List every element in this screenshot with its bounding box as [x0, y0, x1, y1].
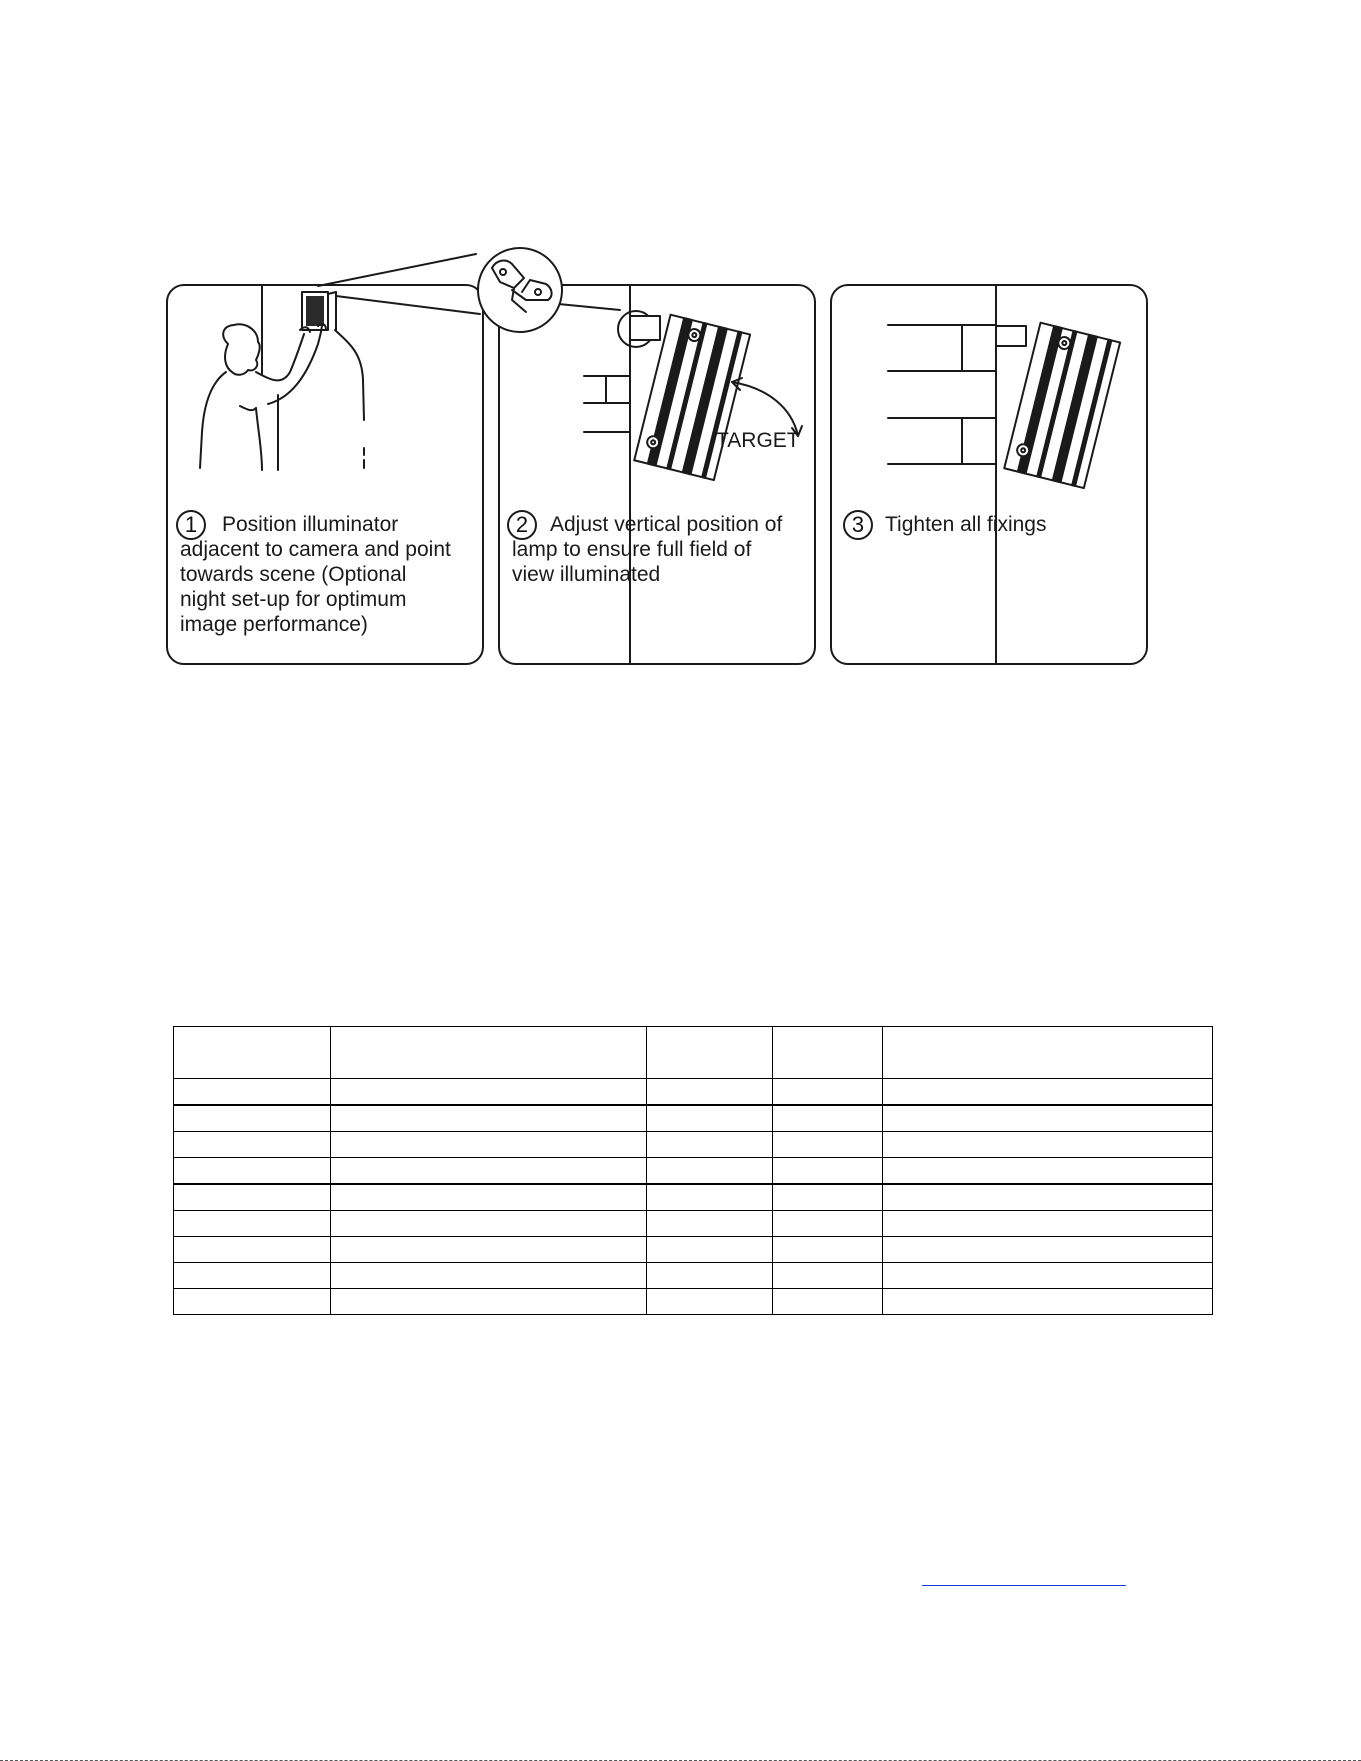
- table-cell: [174, 1027, 331, 1079]
- table-cell: [647, 1184, 773, 1211]
- table-cell: [647, 1237, 773, 1263]
- table-cell: [174, 1158, 331, 1185]
- table-cell: [174, 1132, 331, 1158]
- table-cell: [773, 1079, 883, 1106]
- person-installing-icon: [200, 285, 364, 470]
- table-cell: [883, 1211, 1213, 1237]
- target-label: TARGET: [716, 429, 800, 452]
- curved-double-arrow: [732, 382, 798, 436]
- table-cell: [174, 1289, 331, 1315]
- table-cell: [647, 1158, 773, 1185]
- table-cell: [331, 1184, 647, 1211]
- table-cell: [883, 1027, 1213, 1079]
- table-row: [174, 1263, 1213, 1289]
- table-cell: [647, 1027, 773, 1079]
- table-cell: [773, 1237, 883, 1263]
- lamp-secured-icon: [888, 285, 1120, 664]
- table-cell: [647, 1263, 773, 1289]
- table-cell: [773, 1263, 883, 1289]
- step-2-text: Adjust vertical position of lamp to ensure full field of view illuminated: [512, 513, 783, 586]
- table-row: [174, 1289, 1213, 1315]
- table-cell: [773, 1105, 883, 1132]
- table-row: [174, 1237, 1213, 1263]
- table-row: [174, 1158, 1213, 1185]
- table-cell: [174, 1263, 331, 1289]
- step-2-caption: [512, 512, 812, 587]
- table-cell: [883, 1263, 1213, 1289]
- table-cell: [331, 1027, 647, 1079]
- step-3-caption: [843, 512, 1143, 537]
- table-cell: [174, 1184, 331, 1211]
- table-row: [174, 1079, 1213, 1106]
- table-cell: [647, 1079, 773, 1106]
- hyperlink-underline[interactable]: [922, 1585, 1126, 1586]
- step-3-number-badge: 3: [843, 510, 873, 540]
- table-cell: [883, 1184, 1213, 1211]
- table-cell: [773, 1158, 883, 1185]
- lamp-tilted-icon: [584, 285, 802, 664]
- table-cell: [883, 1289, 1213, 1315]
- step-1-caption: [180, 512, 480, 637]
- spec-table: [173, 1026, 1213, 1315]
- table-cell: [647, 1105, 773, 1132]
- table-cell: [883, 1105, 1213, 1132]
- table-cell: [773, 1027, 883, 1079]
- bracket-detail-icon: [478, 248, 562, 332]
- table-cell: [174, 1237, 331, 1263]
- table-cell: [647, 1211, 773, 1237]
- table-cell: [331, 1237, 647, 1263]
- step-2-panel: [499, 285, 815, 664]
- installation-steps-figure: [0, 0, 1361, 700]
- table-cell: [647, 1289, 773, 1315]
- table-row: [174, 1105, 1213, 1132]
- table-header-row: [174, 1027, 1213, 1079]
- table-cell: [883, 1079, 1213, 1106]
- table-cell: [883, 1132, 1213, 1158]
- table-cell: [883, 1237, 1213, 1263]
- table-cell: [883, 1158, 1213, 1185]
- table-cell: [331, 1158, 647, 1185]
- step-1-number-badge: 1: [176, 510, 206, 540]
- table-cell: [331, 1263, 647, 1289]
- step-1-text: Position illuminator adjacent to camera and point towards scene (Optional night set-up for optimum image performance): [180, 513, 451, 636]
- table-cell: [331, 1105, 647, 1132]
- table-cell: [773, 1132, 883, 1158]
- table-row: [174, 1184, 1213, 1211]
- table-row: [174, 1132, 1213, 1158]
- table-cell: [773, 1184, 883, 1211]
- table-cell: [647, 1132, 773, 1158]
- step-2-number-badge: 2: [507, 510, 537, 540]
- table-cell: [331, 1211, 647, 1237]
- table-row: [174, 1211, 1213, 1237]
- table-cell: [331, 1079, 647, 1106]
- table-cell: [773, 1289, 883, 1315]
- table-cell: [773, 1211, 883, 1237]
- table-cell: [174, 1079, 331, 1106]
- table-cell: [174, 1105, 331, 1132]
- table-cell: [331, 1289, 647, 1315]
- table-cell: [331, 1132, 647, 1158]
- step-3-text: Tighten all fixings: [885, 513, 1047, 536]
- table-cell: [174, 1211, 331, 1237]
